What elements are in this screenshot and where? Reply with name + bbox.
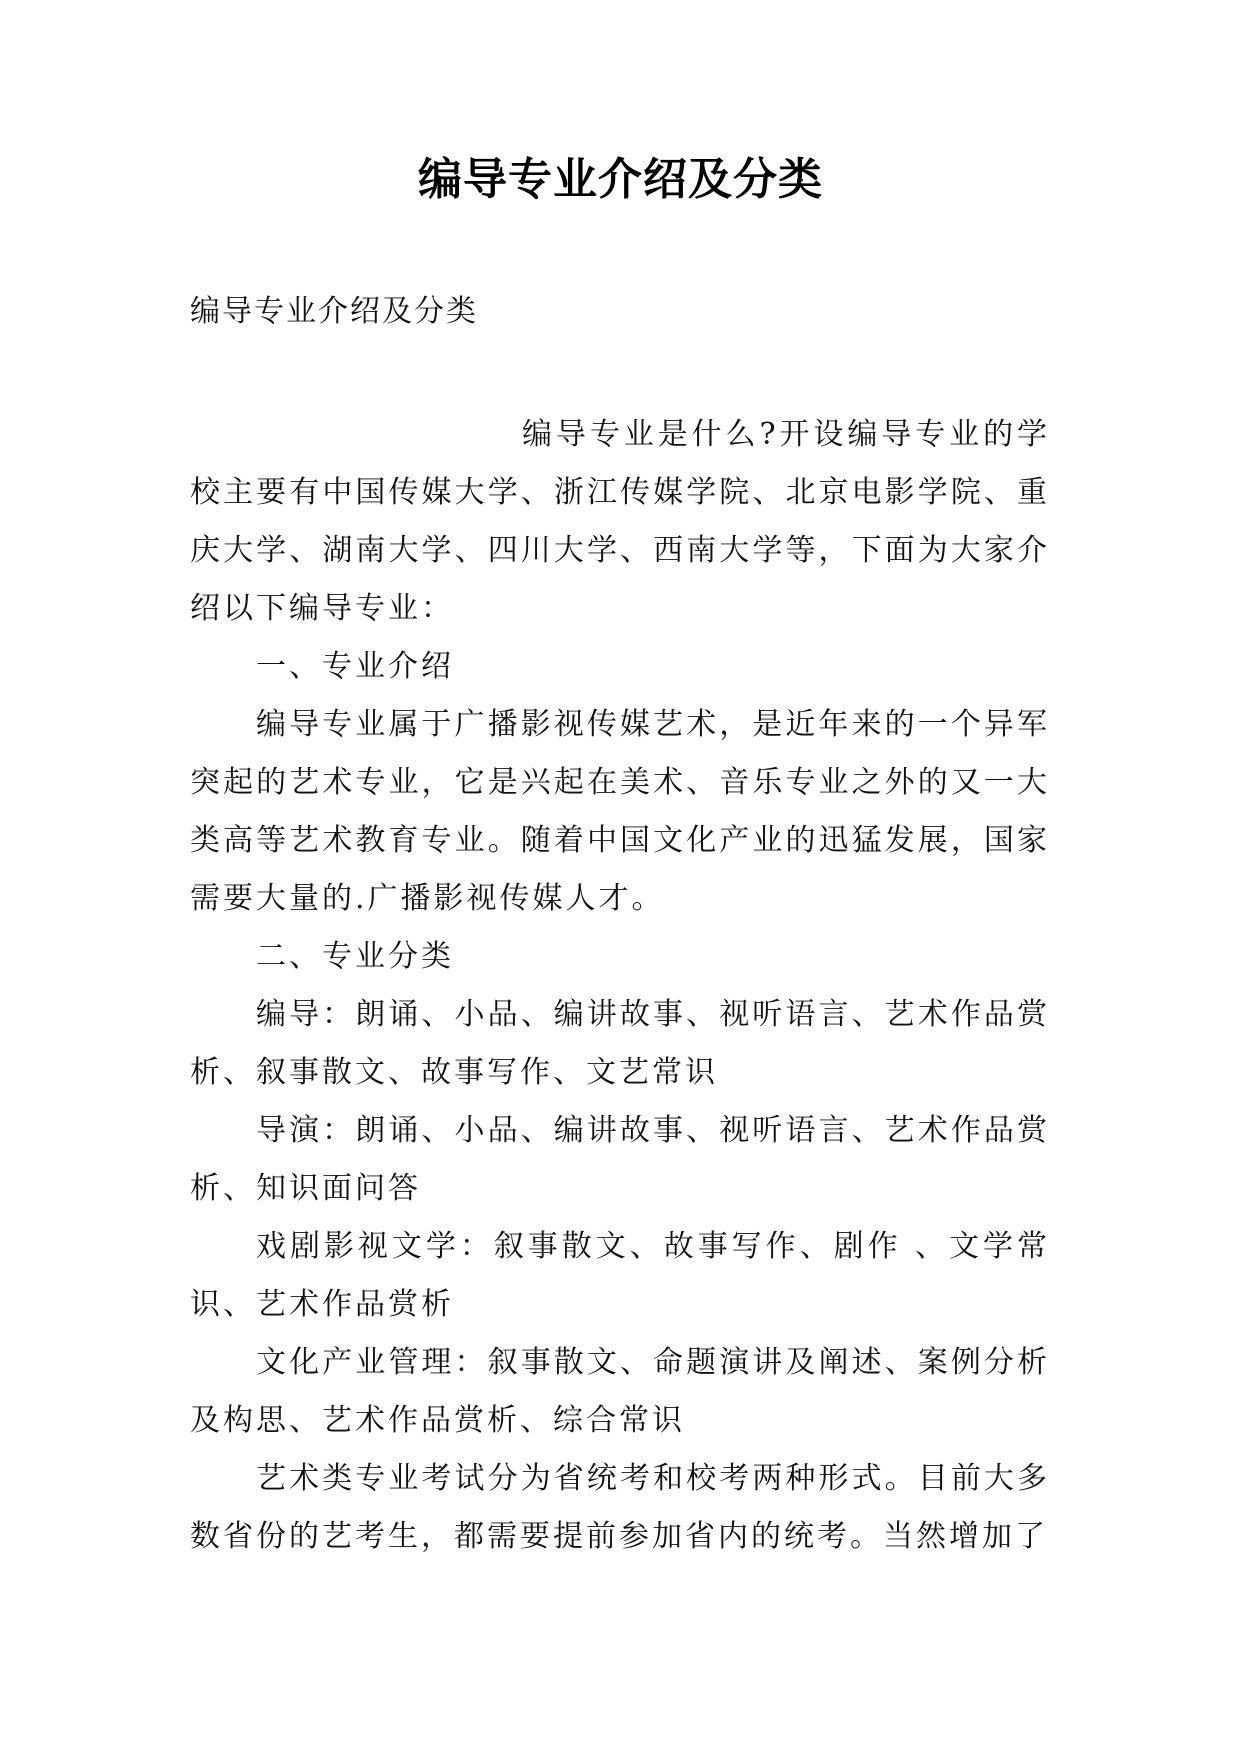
document-title: 编导专业介绍及分类 (418, 154, 823, 205)
intro-paragraph: 编导专业是什么?开设编导专业的学校主要有中国传媒大学、浙江传媒学院、北京电影学院、重庆大学、湖南大学、四川大学、西南大学等，下面为大家介绍以下编导专业： (190, 417, 1050, 626)
classification-item-drama-film-literature: 戏剧影视文学：叙事散文、故事写作、剧作 、文学常识、艺术作品赏析 (190, 1229, 1050, 1322)
classification-item-directing-editing: 编导：朗诵、小品、编讲故事、视听语言、艺术作品赏析、叙事散文、故事写作、文艺常识 (190, 997, 1050, 1090)
section-heading-introduction: 一、专业介绍 (256, 649, 454, 684)
section-heading-classification: 二、专业分类 (256, 939, 454, 974)
classification-item-directing: 导演：朗诵、小品、编讲故事、视听语言、艺术作品赏析、知识面问答 (190, 1113, 1050, 1206)
document-subtitle: 编导专业介绍及分类 (190, 294, 478, 329)
exam-paragraph: 艺术类专业考试分为省统考和校考两种形式。目前大多数省份的艺考生，都需要提前参加省内的统考。当然增加了 (190, 1461, 1050, 1554)
document-body (190, 406, 1050, 1566)
introduction-paragraph: 编导专业属于广播影视传媒艺术，是近年来的一个异军突起的艺术专业，它是兴起在美术、音乐专业之外的又一大类高等艺术教育专业。随着中国文化产业的迅猛发展，国家需要大量的.广播影视传媒人才。 (190, 707, 1050, 916)
classification-item-cultural-industry-management: 文化产业管理：叙事散文、命题演讲及阐述、案例分析及构思、艺术作品赏析、综合常识 (190, 1345, 1050, 1438)
